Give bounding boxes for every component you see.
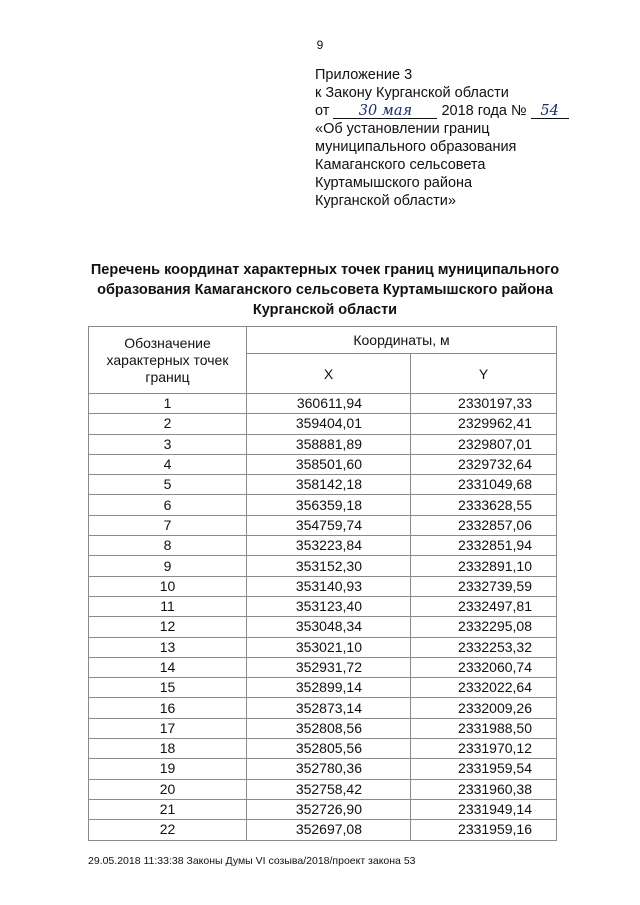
y-coordinate-cell: 2332253,32 <box>411 637 557 657</box>
subject-line: муниципального образования <box>315 139 517 155</box>
point-number-cell: 1 <box>89 394 247 414</box>
subject-line: Курганской области» <box>315 193 456 209</box>
x-coordinate-cell: 352808,56 <box>247 718 411 738</box>
point-number-cell: 14 <box>89 657 247 677</box>
point-number-cell: 12 <box>89 617 247 637</box>
x-coordinate-cell: 352805,56 <box>247 739 411 759</box>
table-row <box>89 515 557 535</box>
point-number-cell: 13 <box>89 637 247 657</box>
table-row <box>89 536 557 556</box>
y-coordinate-cell: 2331949,14 <box>411 799 557 819</box>
handwritten-number: 54 <box>531 104 569 119</box>
point-number-cell: 4 <box>89 454 247 474</box>
y-coordinate-cell: 2331970,12 <box>411 739 557 759</box>
y-coordinate-cell: 2329732,64 <box>411 454 557 474</box>
y-coordinate-cell: 2331988,50 <box>411 718 557 738</box>
appendix-block <box>315 66 569 210</box>
subject-line: Камаганского сельсовета <box>315 157 486 173</box>
page-number: 9 <box>316 38 324 52</box>
subject-line: Куртамышского района <box>315 175 473 191</box>
appendix-line-2: к Закону Курганской области <box>315 85 509 101</box>
point-number-cell: 6 <box>89 495 247 515</box>
x-coordinate-cell: 352780,36 <box>247 759 411 779</box>
subject-line: «Об установлении границ <box>315 121 490 137</box>
header-coordinates: Координаты, м <box>247 327 557 354</box>
x-coordinate-cell: 352758,42 <box>247 779 411 799</box>
x-coordinate-cell: 352873,14 <box>247 698 411 718</box>
y-coordinate-cell: 2332497,81 <box>411 596 557 616</box>
y-coordinate-cell: 2332295,08 <box>411 617 557 637</box>
point-number-cell: 3 <box>89 434 247 454</box>
point-number-cell: 22 <box>89 820 247 840</box>
x-coordinate-cell: 354759,74 <box>247 515 411 535</box>
appendix-line-1: Приложение 3 <box>315 67 413 83</box>
table-row <box>89 678 557 698</box>
y-coordinate-cell: 2329962,41 <box>411 414 557 434</box>
x-coordinate-cell: 352726,90 <box>247 799 411 819</box>
table-row <box>89 637 557 657</box>
table-body <box>89 394 557 841</box>
point-number-cell: 19 <box>89 759 247 779</box>
y-coordinate-cell: 2332739,59 <box>411 576 557 596</box>
point-number-cell: 16 <box>89 698 247 718</box>
table-row <box>89 820 557 840</box>
y-coordinate-cell: 2332060,74 <box>411 657 557 677</box>
table-row <box>89 434 557 454</box>
table-row <box>89 799 557 819</box>
table-row <box>89 739 557 759</box>
table-row <box>89 698 557 718</box>
x-coordinate-cell: 353021,10 <box>247 637 411 657</box>
point-number-cell: 7 <box>89 515 247 535</box>
x-coordinate-cell: 352899,14 <box>247 678 411 698</box>
x-coordinate-cell: 358881,89 <box>247 434 411 454</box>
x-coordinate-cell: 353223,84 <box>247 536 411 556</box>
table-row <box>89 718 557 738</box>
table-row <box>89 556 557 576</box>
table-row <box>89 617 557 637</box>
table-row <box>89 495 557 515</box>
y-coordinate-cell: 2332891,10 <box>411 556 557 576</box>
from-label: от <box>315 103 330 119</box>
table-row <box>89 759 557 779</box>
y-coordinate-cell: 2333628,55 <box>411 495 557 515</box>
point-number-cell: 17 <box>89 718 247 738</box>
handwritten-date: 30 мая <box>333 104 437 119</box>
point-number-cell: 18 <box>89 739 247 759</box>
y-coordinate-cell: 2332009,26 <box>411 698 557 718</box>
point-number-cell: 9 <box>89 556 247 576</box>
x-coordinate-cell: 358142,18 <box>247 475 411 495</box>
x-coordinate-cell: 353123,40 <box>247 596 411 616</box>
x-coordinate-cell: 352931,72 <box>247 657 411 677</box>
x-coordinate-cell: 353152,30 <box>247 556 411 576</box>
x-coordinate-cell: 353048,34 <box>247 617 411 637</box>
point-number-cell: 2 <box>89 414 247 434</box>
y-coordinate-cell: 2332857,06 <box>411 515 557 535</box>
year-text: 2018 года № <box>441 103 527 119</box>
coordinates-table <box>88 326 557 841</box>
point-number-cell: 8 <box>89 536 247 556</box>
point-number-cell: 5 <box>89 475 247 495</box>
x-coordinate-cell: 352697,08 <box>247 820 411 840</box>
x-coordinate-cell: 359404,01 <box>247 414 411 434</box>
y-coordinate-cell: 2332022,64 <box>411 678 557 698</box>
table-row <box>89 576 557 596</box>
x-coordinate-cell: 356359,18 <box>247 495 411 515</box>
header-y: Y <box>411 354 557 394</box>
point-number-cell: 20 <box>89 779 247 799</box>
table-row <box>89 394 557 414</box>
point-number-cell: 10 <box>89 576 247 596</box>
y-coordinate-cell: 2329807,01 <box>411 434 557 454</box>
table-row <box>89 475 557 495</box>
y-coordinate-cell: 2331049,68 <box>411 475 557 495</box>
point-number-cell: 21 <box>89 799 247 819</box>
y-coordinate-cell: 2331959,16 <box>411 820 557 840</box>
y-coordinate-cell: 2330197,33 <box>411 394 557 414</box>
point-number-cell: 11 <box>89 596 247 616</box>
table-row <box>89 596 557 616</box>
y-coordinate-cell: 2332851,94 <box>411 536 557 556</box>
appendix-date-line <box>315 102 569 120</box>
document-title: Перечень координат характерных точек границ муниципального образования Камаганского сельсовета Куртамышского района Курганской области <box>90 262 560 318</box>
table-row <box>89 779 557 799</box>
x-coordinate-cell: 358501,60 <box>247 454 411 474</box>
table-row <box>89 454 557 474</box>
point-number-cell: 15 <box>89 678 247 698</box>
y-coordinate-cell: 2331960,38 <box>411 779 557 799</box>
x-coordinate-cell: 353140,93 <box>247 576 411 596</box>
table-row <box>89 657 557 677</box>
header-x: X <box>247 354 411 394</box>
y-coordinate-cell: 2331959,54 <box>411 759 557 779</box>
x-coordinate-cell: 360611,94 <box>247 394 411 414</box>
table-row <box>89 414 557 434</box>
footer-stamp: 29.05.2018 11:33:38 Законы Думы VI созыва/2018/проект закона 53 <box>88 855 416 867</box>
header-point-designation: Обозначение характерных точек границ <box>89 327 247 394</box>
